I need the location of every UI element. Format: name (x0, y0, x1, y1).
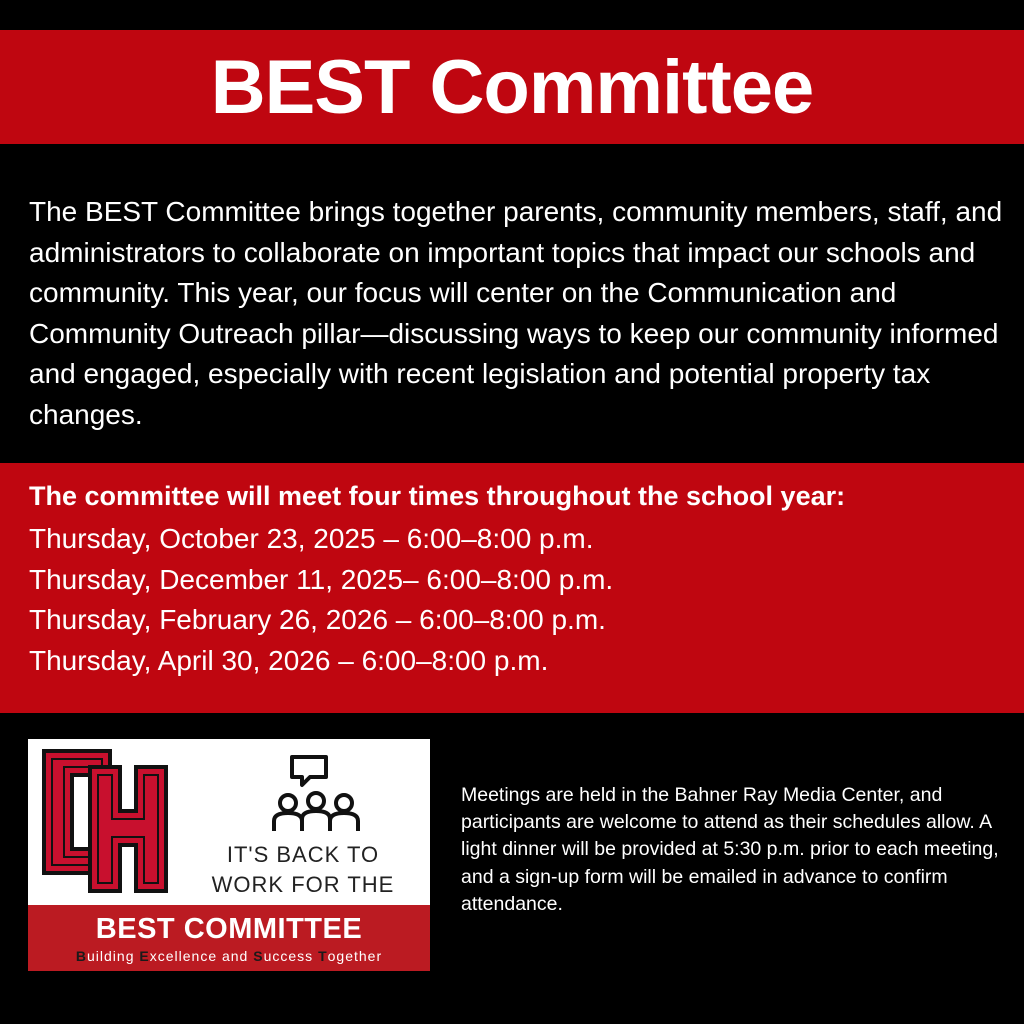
page-title: BEST Committee (210, 44, 814, 130)
card-banner-title: BEST COMMITTEE (95, 913, 363, 945)
acronym-tagline (28, 948, 430, 964)
ch-logo-text: CH (38, 745, 40, 746)
acronym-word: uccess (263, 948, 319, 964)
best-committee-logo-card (28, 739, 430, 971)
acronym-initial: B (75, 948, 88, 964)
schedule-heading: The committee will meet four times throughout the school year: (29, 481, 846, 511)
meeting-date: Thursday, April 30, 2026 – 6:00–8:00 p.m. (29, 644, 549, 676)
acronym-initial: E (139, 948, 150, 964)
meeting-details: Meetings are held in the Bahner Ray Media Center, and participants are welcome to attend as their schedules allow. A light dinner will be provided at 5:30 p.m. prior to each meeting, and a sign-up form will be emailed in advance to confirm attendance. (461, 784, 999, 915)
ch-logo (38, 745, 178, 895)
meeting-list (29, 519, 613, 681)
acronym-word: uilding (87, 948, 140, 964)
card-banner (28, 905, 430, 971)
meeting-date: Thursday, December 11, 2025– 6:00–8:00 p.m. (29, 563, 614, 595)
meeting-date: Thursday, October 23, 2025 – 6:00–8:00 p.m. (29, 523, 594, 554)
acronym-word: ogether (327, 948, 383, 964)
meeting-people-icon (270, 753, 362, 835)
title-banner (0, 30, 1024, 144)
intro-paragraph: The BEST Committee brings together parents, community members, staff, and administrators to collaborate on important topics that impact our schools and community. This year, our focus will center on the Communication and Community Outreach pillar—discussing ways to keep our community informed and engaged, especially with recent legislation and potential property tax changes. (29, 196, 1003, 430)
acronym-initial: S (253, 948, 264, 964)
acronym-initial: T (318, 948, 328, 964)
schedule-section (0, 463, 1024, 713)
acronym-word: xcellence and (149, 948, 254, 964)
card-line-1: IT'S BACK TO (226, 842, 380, 867)
card-line-2: WORK FOR THE (211, 872, 395, 897)
meeting-date: Thursday, February 26, 2026 – 6:00–8:00 p.m. (29, 604, 606, 635)
